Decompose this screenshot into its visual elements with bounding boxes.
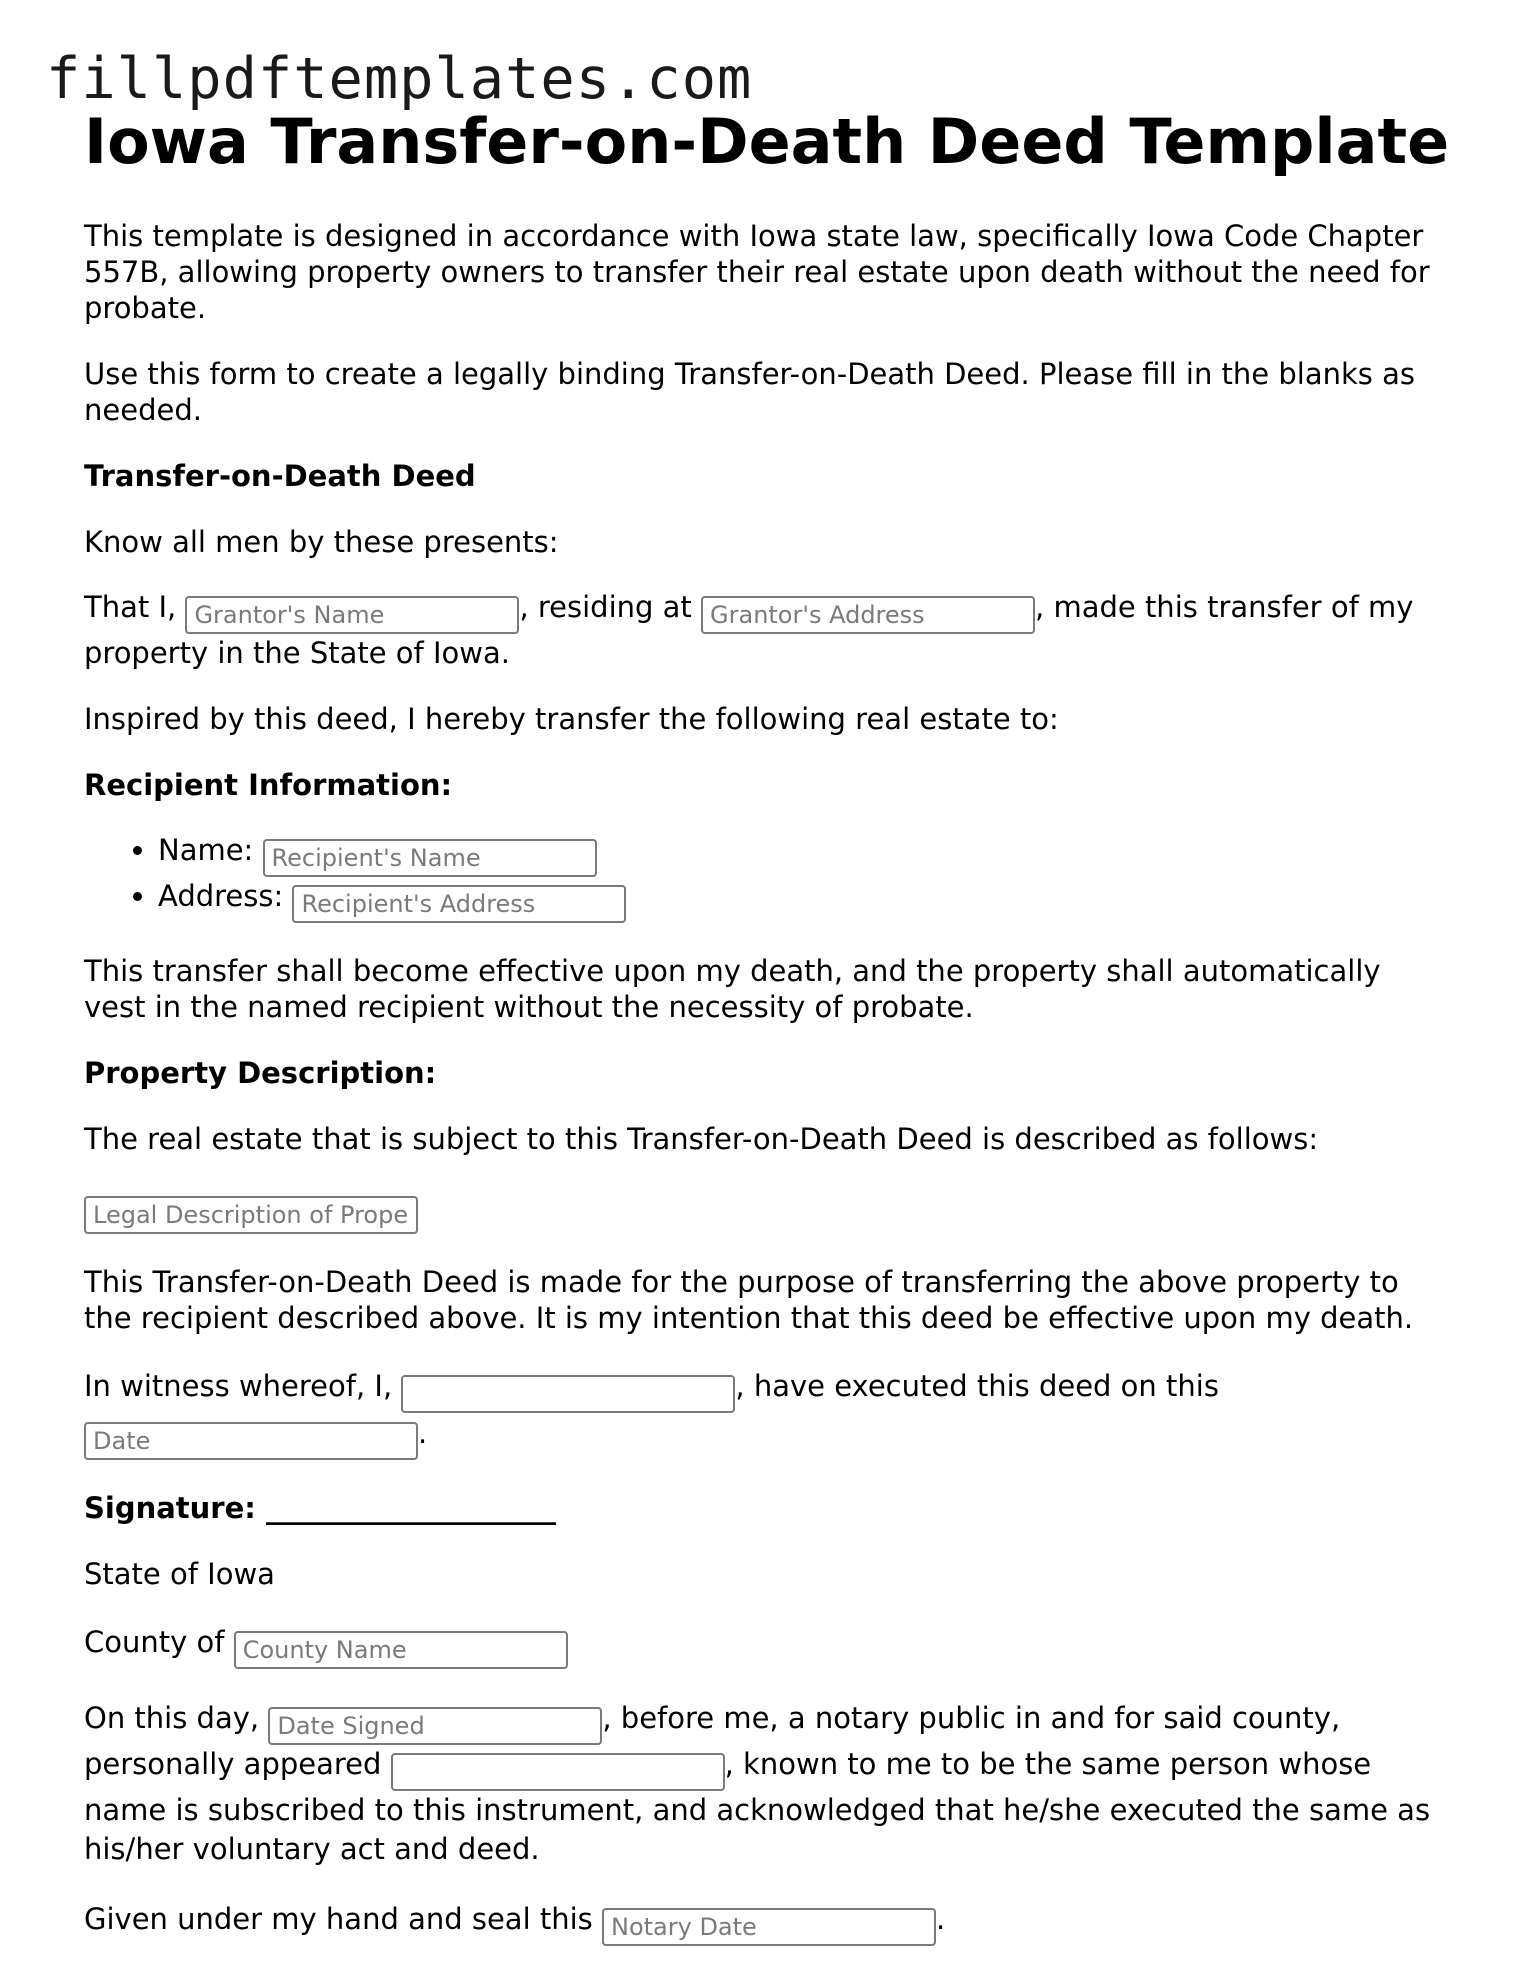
given-prefix-text: Given under my hand and seal this [84,1902,593,1936]
witness-middle-text: , have executed this deed on this [735,1369,1219,1403]
property-heading: Property Description: [84,1056,437,1090]
made-transfer-text: , made this transfer of my property in the State of Iowa. [84,590,1414,670]
signature-line: Signature: ____________________ [84,1491,556,1525]
recipient-name-label: Name: [158,833,254,867]
legal-description-input[interactable] [84,1196,418,1234]
effective-text: This transfer shall become effective upon my death, and the property shall automatically vest in the named recipient without the necessity of probate. [84,954,1381,1024]
recipient-address-item [158,877,1444,923]
recipient-address-input[interactable] [292,885,626,923]
appeared-person-input[interactable] [391,1753,725,1791]
grantor-paragraph [84,588,1444,673]
state-text: State of Iowa [84,1557,275,1591]
given-suffix-text: . [935,1902,946,1936]
county-name-input[interactable] [234,1631,568,1669]
execution-date-input[interactable] [84,1422,418,1460]
given-paragraph [84,1899,1444,1946]
residing-at-text: , residing at [519,590,692,624]
recipient-name-item [158,831,1444,877]
notary-date-input[interactable] [602,1908,936,1946]
property-text: The real estate that is subject to this Transfer-on-Death Deed is described as follows: [84,1122,1319,1156]
inspired-text: Inspired by this deed, I hereby transfer the following real estate to: [84,702,1059,736]
onday-middle-text: , before me, a notary public in and for said county, personally appeared [84,1701,1341,1781]
onday-prefix-text: On this day, [84,1701,260,1735]
grantor-name-input[interactable] [185,596,519,634]
recipient-address-label: Address: [158,879,284,913]
witness-name-input[interactable] [401,1375,735,1413]
grantor-address-input[interactable] [701,596,1035,634]
recipient-list [84,831,1444,923]
grantor-prefix-text: That I, [84,590,177,624]
recipient-heading: Recipient Information: [84,768,453,802]
deed-template [84,104,1450,1946]
legal-description-row [84,1187,1444,1234]
date-signed-input[interactable] [268,1707,602,1745]
site-watermark: fillpdftemplates.com [46,46,753,112]
county-label: County of [84,1625,225,1659]
notary-paragraph [84,1699,1444,1869]
deed-heading: Transfer-on-Death Deed [84,459,476,493]
intro-paragraph-instructions: Use this form to create a legally binding Transfer-on-Death Deed. Please fill in the blanks as needed. [84,357,1415,427]
onday-suffix-text: , known to me to be the same person whose name is subscribed to this instrument, and acknowledged that he/she executed the same as his/her voluntary act and deed. [84,1747,1431,1866]
witness-paragraph [84,1366,1444,1460]
county-paragraph [84,1622,1444,1669]
recipient-name-input[interactable] [263,839,597,877]
page-title: Iowa Transfer-on-Death Deed Template [84,105,1450,178]
witness-prefix-text: In witness whereof, I, [84,1369,393,1403]
witness-suffix-text: . [418,1416,428,1450]
know-all-men-text: Know all men by these presents: [84,525,559,559]
purpose-text: This Transfer-on-Death Deed is made for the purpose of transferring the above property to the recipient described above. It is my intention that this deed be effective upon my death. [84,1265,1414,1335]
intro-paragraph-law: This template is designed in accordance with Iowa state law, specifically Iowa Code Chapter 557B, allowing property owners to transfer their real estate upon death without the need for probate. [84,219,1430,325]
